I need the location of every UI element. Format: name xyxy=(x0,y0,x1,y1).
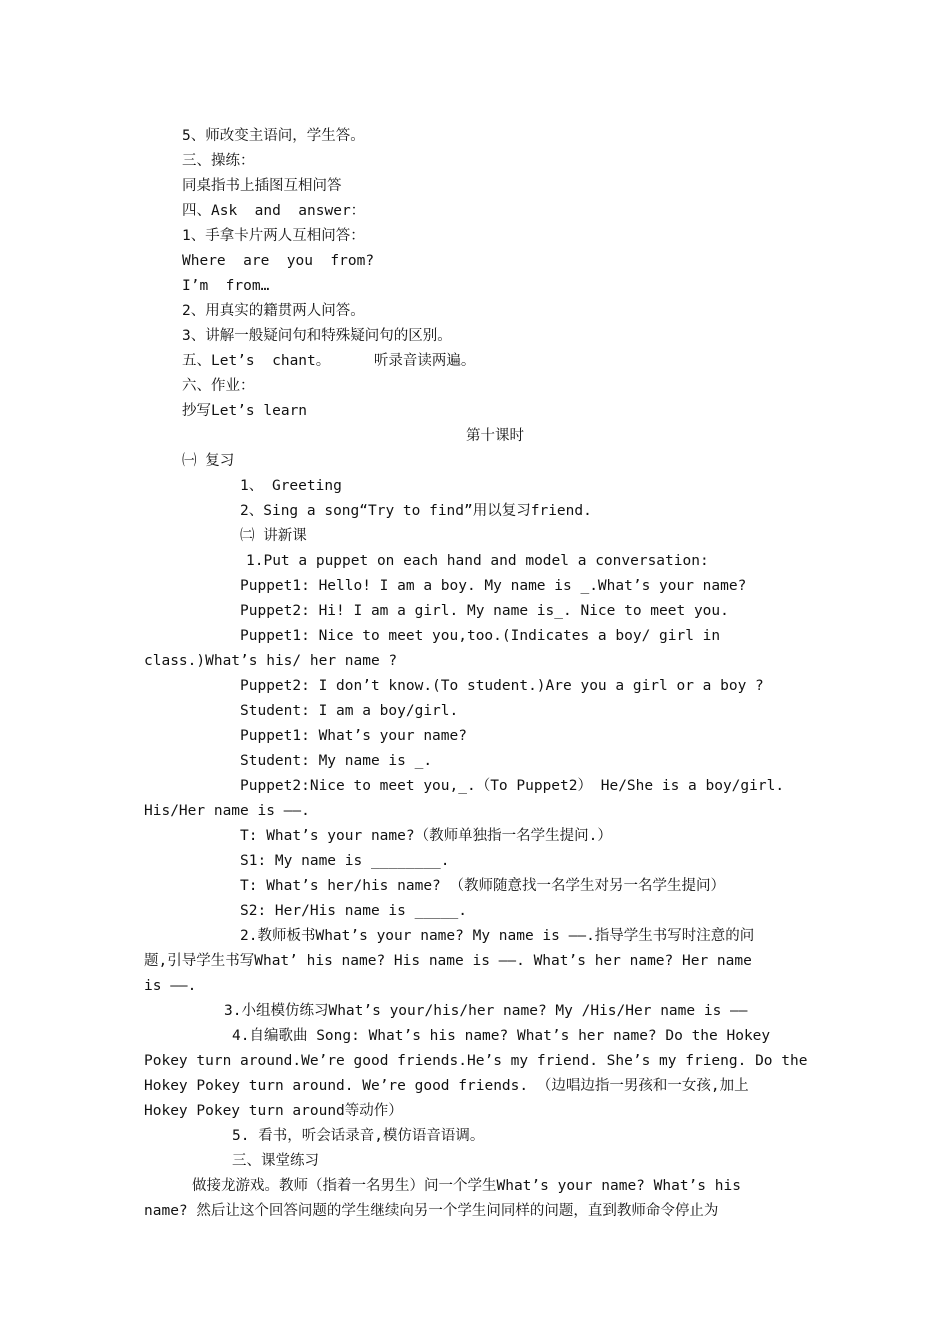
text-line: Where are you from? xyxy=(182,253,375,269)
section-heading: 四、Ask and answer： xyxy=(182,203,366,219)
text-line: Puppet1: What’s your name? xyxy=(240,728,467,744)
text-line: 2、Sing a song“Try to find”用以复习friend. xyxy=(240,503,592,519)
text-line: Student: My name is _. xyxy=(240,753,433,769)
text-line: class.)What’s his/ her name ? xyxy=(144,653,398,669)
text-line: 3、讲解一般疑问句和特殊疑问句的区别。 xyxy=(182,328,452,344)
text-line: Puppet1: Hello! I am a boy. My name is _.What’s your name? xyxy=(240,578,747,594)
text-line: 1、 Greeting xyxy=(240,478,342,494)
text-line: 4.自编歌曲 Song: What’s his name? What’s her name? Do the Hokey xyxy=(232,1028,771,1044)
text-line: Puppet2:Nice to meet you,_.（To Puppet2） He/She is a boy/girl. xyxy=(240,778,785,794)
section-heading: ㈠ 复习 xyxy=(182,453,235,469)
section-heading: 六、作业： xyxy=(182,378,255,394)
lesson-title: 第十课时 xyxy=(466,428,524,444)
text-line: I’m from… xyxy=(182,278,270,294)
text-line: 3.小组模仿练习What’s your/his/her name? My /His/Her name is —— xyxy=(224,1003,748,1019)
section-heading: 三、课堂练习 xyxy=(232,1153,319,1169)
text-line: 2.教师板书What’s your name? My name is ——.指导学生书写时注意的问 xyxy=(240,928,755,944)
text-line: 抄写Let’s learn xyxy=(182,403,308,419)
text-line: 同桌指书上插图互相问答 xyxy=(182,178,342,194)
text-line: Puppet2: I don’t know.(To student.)Are you a girl or a boy ? xyxy=(240,678,764,694)
text-line: Student: I am a boy/girl. xyxy=(240,703,459,719)
text-line: 题,引导学生书写What’ his name? His name is ——. What’s her name? Her name xyxy=(144,953,752,969)
text-line: Puppet1: Nice to meet you,too.(Indicates a boy/ girl in xyxy=(240,628,721,644)
section-heading: 五、Let’s chant。 听录音读两遍。 xyxy=(182,353,476,369)
text-line: name? 然后让这个回答问题的学生继续向另一个学生问同样的问题，直到教师命令停止为 xyxy=(144,1203,719,1219)
text-line: His/Her name is ——. xyxy=(144,803,310,819)
text-line: is ——. xyxy=(144,978,197,994)
text-line: 2、用真实的籍贯两人问答。 xyxy=(182,303,365,319)
text-line: S2: Her/His name is _____. xyxy=(240,903,467,919)
text-line: 1.Put a puppet on each hand and model a conversation: xyxy=(246,553,709,569)
text-line: S1: My name is ________. xyxy=(240,853,450,869)
text-line: 做接龙游戏。教师（指着一名男生）问一个学生What’s your name? What’s his xyxy=(192,1178,741,1194)
text-line: T: What’s her/his name? （教师随意找一名学生对另一名学生提问） xyxy=(240,878,726,894)
text-line: Puppet2: Hi! I am a girl. My name is_. Nice to meet you. xyxy=(240,603,729,619)
text-line: Pokey turn around.We’re good friends.He’s my friend. She’s my frieng. Do the xyxy=(144,1053,808,1069)
text-line: Hokey Pokey turn around. We’re good friends. （边唱边指一男孩和一女孩,加上 xyxy=(144,1078,749,1094)
text-line: Hokey Pokey turn around等动作） xyxy=(144,1103,403,1119)
text-line: 5、师改变主语问，学生答。 xyxy=(182,128,365,144)
text-line: 5. 看书，听会话录音,模仿语音语调。 xyxy=(232,1128,485,1144)
section-heading: ㈡ 讲新课 xyxy=(240,528,307,544)
section-heading: 三、操练： xyxy=(182,153,255,169)
text-line: 1、手拿卡片两人互相问答： xyxy=(182,228,365,244)
text-line: T: What’s your name?（教师单独指一名学生提问.） xyxy=(240,828,612,844)
